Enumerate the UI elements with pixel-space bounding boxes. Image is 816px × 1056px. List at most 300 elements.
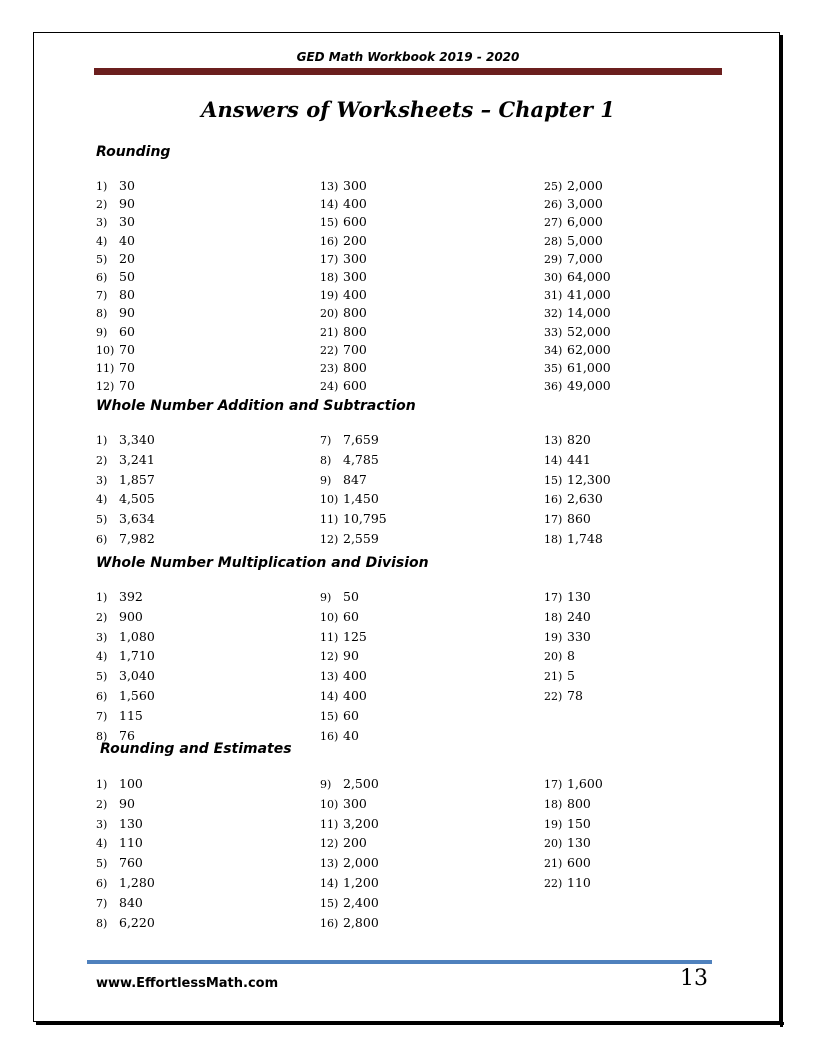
answer-item bbox=[544, 250, 611, 268]
answer-number: 8) bbox=[96, 916, 108, 930]
answer-number: 12) bbox=[96, 380, 115, 394]
answer-item bbox=[544, 232, 611, 250]
answer-item bbox=[544, 359, 611, 377]
answer-value: 847 bbox=[343, 471, 367, 487]
answer-number: 1) bbox=[96, 591, 108, 604]
answer-number: 11) bbox=[320, 630, 339, 644]
page-title: Answers of Worksheets – Chapter 1 bbox=[201, 97, 615, 122]
answer-number: 26) bbox=[544, 198, 563, 212]
answer-value: 40 bbox=[343, 727, 359, 743]
answer-number: 14) bbox=[320, 198, 339, 212]
answer-item bbox=[320, 530, 387, 550]
answer-value: 1,600 bbox=[567, 776, 603, 791]
answer-number: 2) bbox=[96, 610, 108, 624]
answer-value: 30 bbox=[119, 178, 135, 193]
answer-item bbox=[544, 815, 603, 835]
answer-item bbox=[96, 834, 155, 854]
answer-number: 15) bbox=[544, 473, 563, 487]
answer-number: 6) bbox=[96, 271, 108, 285]
answer-number: 32) bbox=[544, 307, 563, 321]
answer-number: 12) bbox=[320, 650, 339, 664]
answer-value: 1,080 bbox=[119, 628, 155, 644]
answer-value: 441 bbox=[567, 451, 591, 467]
answer-item bbox=[320, 490, 387, 510]
answer-number: 22) bbox=[544, 876, 563, 890]
answer-item bbox=[96, 341, 135, 359]
answer-number: 7) bbox=[96, 896, 108, 910]
answer-item bbox=[320, 707, 367, 727]
answer-number: 18) bbox=[320, 271, 339, 285]
answer-value: 50 bbox=[343, 589, 359, 604]
answer-value: 400 bbox=[343, 196, 367, 212]
answer-number: 29) bbox=[544, 252, 563, 266]
answer-value: 600 bbox=[343, 378, 367, 394]
answer-value: 300 bbox=[343, 269, 367, 285]
answer-column bbox=[96, 588, 155, 746]
answer-value: 41,000 bbox=[567, 287, 611, 303]
answer-value: 800 bbox=[343, 360, 367, 376]
answer-number: 5) bbox=[96, 857, 108, 871]
answer-value: 400 bbox=[343, 668, 367, 684]
answer-number: 17) bbox=[544, 778, 563, 791]
answer-value: 6,000 bbox=[567, 214, 603, 230]
answer-item bbox=[96, 628, 155, 648]
answer-item bbox=[96, 588, 155, 608]
answer-item bbox=[96, 647, 155, 667]
answer-number: 1) bbox=[96, 778, 108, 791]
answer-number: 3) bbox=[96, 817, 108, 831]
answer-item bbox=[96, 894, 155, 914]
answer-value: 7,982 bbox=[119, 530, 155, 546]
answer-value: 62,000 bbox=[567, 341, 611, 357]
answer-value: 7,000 bbox=[567, 250, 603, 266]
section-heading-rounding-estimates: Rounding and Estimates bbox=[100, 741, 292, 757]
answer-item bbox=[544, 323, 611, 341]
answer-column bbox=[544, 775, 603, 894]
answer-item bbox=[544, 608, 591, 628]
answer-number: 4) bbox=[96, 234, 108, 248]
answer-value: 4,505 bbox=[119, 491, 155, 507]
answer-column bbox=[96, 431, 155, 550]
answer-item bbox=[544, 304, 611, 322]
answer-number: 17) bbox=[544, 591, 563, 604]
answer-number: 12) bbox=[320, 532, 339, 546]
answer-value: 61,000 bbox=[567, 360, 611, 376]
answer-item bbox=[320, 451, 387, 471]
answer-value: 90 bbox=[119, 305, 135, 321]
answer-number: 22) bbox=[544, 689, 563, 703]
answer-column bbox=[544, 177, 611, 395]
answer-number: 6) bbox=[96, 876, 108, 890]
answer-item bbox=[544, 268, 611, 286]
answer-number: 2) bbox=[96, 453, 108, 467]
answer-number: 3) bbox=[96, 216, 108, 230]
answer-value: 110 bbox=[567, 874, 591, 890]
answer-value: 1,710 bbox=[119, 648, 155, 664]
answer-value: 3,241 bbox=[119, 451, 155, 467]
answer-value: 60 bbox=[343, 707, 359, 723]
answer-value: 7,659 bbox=[343, 432, 379, 447]
answer-number: 18) bbox=[544, 610, 563, 624]
answer-value: 10,795 bbox=[343, 511, 387, 527]
answer-number: 33) bbox=[544, 325, 563, 339]
answer-number: 18) bbox=[544, 532, 563, 546]
answer-column bbox=[320, 775, 379, 933]
answer-item bbox=[544, 341, 611, 359]
section-heading-multiplication-division: Whole Number Multiplication and Division bbox=[96, 555, 429, 571]
answer-value: 14,000 bbox=[567, 305, 611, 321]
answer-value: 400 bbox=[343, 687, 367, 703]
answer-value: 760 bbox=[119, 855, 143, 871]
footer-website: www.EffortlessMath.com bbox=[96, 976, 279, 991]
answer-value: 3,200 bbox=[343, 815, 379, 831]
answer-item bbox=[544, 628, 591, 648]
answer-number: 15) bbox=[320, 896, 339, 910]
answer-item bbox=[544, 451, 611, 471]
answer-number: 13) bbox=[320, 180, 339, 193]
answer-value: 90 bbox=[343, 648, 359, 664]
answer-number: 36) bbox=[544, 380, 563, 394]
answer-number: 8) bbox=[96, 729, 108, 743]
answer-number: 15) bbox=[320, 709, 339, 723]
answer-item bbox=[544, 490, 611, 510]
answer-column bbox=[320, 588, 367, 746]
answer-number: 21) bbox=[544, 670, 563, 684]
answer-number: 7) bbox=[96, 709, 108, 723]
running-header: GED Math Workbook 2019 - 2020 bbox=[296, 50, 520, 64]
answer-value: 20 bbox=[119, 250, 135, 266]
answer-number: 16) bbox=[320, 234, 339, 248]
answer-item bbox=[320, 232, 367, 250]
answer-value: 8 bbox=[567, 648, 575, 664]
answer-item bbox=[96, 323, 135, 341]
answer-number: 20) bbox=[544, 650, 563, 664]
answer-value: 110 bbox=[119, 835, 143, 851]
answer-item bbox=[544, 377, 611, 395]
answer-value: 2,800 bbox=[343, 914, 379, 930]
answer-value: 2,500 bbox=[343, 776, 379, 791]
answer-item bbox=[544, 647, 591, 667]
answer-number: 19) bbox=[320, 289, 339, 303]
answer-value: 2,000 bbox=[567, 178, 603, 193]
answer-number: 2) bbox=[96, 198, 108, 212]
answer-number: 9) bbox=[96, 325, 108, 339]
answer-value: 2,559 bbox=[343, 530, 379, 546]
answer-item bbox=[96, 795, 155, 815]
answer-column bbox=[96, 177, 135, 395]
answer-item bbox=[96, 608, 155, 628]
answer-item bbox=[320, 815, 379, 835]
answer-value: 12,300 bbox=[567, 471, 611, 487]
answer-item bbox=[96, 667, 155, 687]
answer-number: 5) bbox=[96, 670, 108, 684]
answer-value: 300 bbox=[343, 250, 367, 266]
answer-value: 200 bbox=[343, 835, 367, 851]
answer-item bbox=[96, 854, 155, 874]
answer-value: 1,450 bbox=[343, 491, 379, 507]
answer-item bbox=[96, 471, 155, 491]
answer-item bbox=[320, 795, 379, 815]
answer-number: 1) bbox=[96, 180, 108, 193]
answer-item bbox=[320, 834, 379, 854]
answer-number: 3) bbox=[96, 473, 108, 487]
answer-number: 16) bbox=[544, 493, 563, 507]
answer-value: 1,200 bbox=[343, 874, 379, 890]
answer-item bbox=[320, 894, 379, 914]
answer-number: 30) bbox=[544, 271, 563, 285]
answer-number: 24) bbox=[320, 380, 339, 394]
answer-value: 60 bbox=[343, 608, 359, 624]
answer-value: 100 bbox=[119, 776, 143, 791]
answer-number: 15) bbox=[320, 216, 339, 230]
footer-rule bbox=[87, 960, 712, 964]
answer-number: 21) bbox=[544, 857, 563, 871]
answer-item bbox=[96, 451, 155, 471]
answer-item bbox=[320, 608, 367, 628]
section-heading-rounding: Rounding bbox=[96, 144, 171, 160]
answer-value: 3,340 bbox=[119, 432, 155, 447]
answer-item bbox=[544, 530, 611, 550]
answer-item bbox=[96, 815, 155, 835]
answer-item bbox=[544, 795, 603, 815]
answer-value: 840 bbox=[119, 894, 143, 910]
answer-value: 330 bbox=[567, 628, 591, 644]
answer-value: 90 bbox=[119, 196, 135, 212]
answer-item bbox=[96, 177, 135, 195]
answer-value: 300 bbox=[343, 178, 367, 193]
answer-item bbox=[96, 874, 155, 894]
answer-value: 1,857 bbox=[119, 471, 155, 487]
answer-item bbox=[320, 323, 367, 341]
answer-number: 1) bbox=[96, 434, 108, 447]
answer-item bbox=[544, 213, 611, 231]
answer-value: 4,785 bbox=[343, 451, 379, 467]
answer-item bbox=[320, 195, 367, 213]
answer-value: 800 bbox=[343, 305, 367, 321]
answer-value: 70 bbox=[119, 378, 135, 394]
answer-item bbox=[320, 727, 367, 747]
answer-number: 5) bbox=[96, 252, 108, 266]
answer-number: 13) bbox=[544, 434, 563, 447]
answer-item bbox=[544, 667, 591, 687]
answer-number: 18) bbox=[544, 797, 563, 811]
answer-number: 5) bbox=[96, 513, 108, 527]
answer-value: 115 bbox=[119, 707, 143, 723]
answer-number: 20) bbox=[320, 307, 339, 321]
answer-number: 19) bbox=[544, 630, 563, 644]
answer-value: 76 bbox=[119, 727, 135, 743]
answer-item bbox=[96, 431, 155, 451]
answer-number: 28) bbox=[544, 234, 563, 248]
answer-value: 2,000 bbox=[343, 855, 379, 871]
answer-number: 21) bbox=[320, 325, 339, 339]
answer-number: 10) bbox=[96, 343, 115, 357]
answer-value: 900 bbox=[119, 608, 143, 624]
answer-item bbox=[320, 510, 387, 530]
answer-number: 14) bbox=[544, 453, 563, 467]
answer-column bbox=[544, 431, 611, 550]
answer-item bbox=[544, 854, 603, 874]
answer-item bbox=[96, 359, 135, 377]
answer-item bbox=[96, 687, 155, 707]
answer-item bbox=[96, 232, 135, 250]
answer-value: 78 bbox=[567, 687, 583, 703]
answer-item bbox=[96, 213, 135, 231]
answer-number: 14) bbox=[320, 689, 339, 703]
answer-item bbox=[544, 510, 611, 530]
answer-item bbox=[96, 775, 155, 795]
answer-number: 6) bbox=[96, 532, 108, 546]
answer-number: 9) bbox=[320, 473, 332, 487]
answer-item bbox=[96, 490, 155, 510]
answer-number: 10) bbox=[320, 493, 339, 507]
answer-value: 30 bbox=[119, 214, 135, 230]
answer-item bbox=[544, 195, 611, 213]
answer-value: 130 bbox=[567, 835, 591, 851]
answer-value: 600 bbox=[567, 855, 591, 871]
answer-number: 7) bbox=[96, 289, 108, 303]
answer-number: 16) bbox=[320, 916, 339, 930]
answer-value: 64,000 bbox=[567, 269, 611, 285]
answer-value: 1,560 bbox=[119, 687, 155, 703]
answer-number: 22) bbox=[320, 343, 339, 357]
answer-item bbox=[544, 687, 591, 707]
answer-item bbox=[96, 707, 155, 727]
answer-number: 8) bbox=[96, 307, 108, 321]
header-rule bbox=[94, 68, 722, 75]
answer-value: 392 bbox=[119, 589, 143, 604]
answer-value: 60 bbox=[119, 323, 135, 339]
answer-number: 17) bbox=[544, 513, 563, 527]
answer-value: 860 bbox=[567, 511, 591, 527]
answer-value: 3,000 bbox=[567, 196, 603, 212]
answer-number: 25) bbox=[544, 180, 563, 193]
answer-value: 150 bbox=[567, 815, 591, 831]
answer-value: 3,634 bbox=[119, 511, 155, 527]
answer-item bbox=[320, 775, 379, 795]
answer-number: 9) bbox=[320, 591, 332, 604]
answer-value: 5 bbox=[567, 668, 575, 684]
answer-value: 5,000 bbox=[567, 232, 603, 248]
answer-value: 40 bbox=[119, 232, 135, 248]
answer-item bbox=[544, 588, 591, 608]
answer-item bbox=[96, 250, 135, 268]
answer-value: 2,630 bbox=[567, 491, 603, 507]
answer-item bbox=[96, 268, 135, 286]
answer-number: 16) bbox=[320, 729, 339, 743]
answer-value: 49,000 bbox=[567, 378, 611, 394]
answer-value: 90 bbox=[119, 795, 135, 811]
answer-value: 400 bbox=[343, 287, 367, 303]
answer-value: 3,040 bbox=[119, 668, 155, 684]
answer-item bbox=[544, 775, 603, 795]
answer-value: 700 bbox=[343, 341, 367, 357]
answer-number: 4) bbox=[96, 837, 108, 851]
answer-item bbox=[320, 874, 379, 894]
answer-item bbox=[544, 834, 603, 854]
answer-item bbox=[320, 914, 379, 934]
answer-number: 31) bbox=[544, 289, 563, 303]
answer-item bbox=[320, 667, 367, 687]
answer-item bbox=[320, 359, 367, 377]
answer-value: 50 bbox=[119, 269, 135, 285]
answer-value: 300 bbox=[343, 795, 367, 811]
answer-number: 11) bbox=[96, 362, 115, 376]
answer-number: 3) bbox=[96, 630, 108, 644]
answer-item bbox=[544, 471, 611, 491]
answer-item bbox=[96, 510, 155, 530]
answer-value: 1,748 bbox=[567, 530, 603, 546]
answer-value: 130 bbox=[567, 589, 591, 604]
answer-item bbox=[320, 431, 387, 451]
page-number: 13 bbox=[680, 966, 708, 991]
answer-item bbox=[320, 304, 367, 322]
answer-item bbox=[320, 250, 367, 268]
answer-column bbox=[320, 431, 387, 550]
answer-item bbox=[320, 854, 379, 874]
answer-number: 12) bbox=[320, 837, 339, 851]
answer-column bbox=[544, 588, 591, 707]
answer-value: 70 bbox=[119, 341, 135, 357]
answer-number: 14) bbox=[320, 876, 339, 890]
answer-item bbox=[320, 628, 367, 648]
answer-value: 820 bbox=[567, 432, 591, 447]
answer-number: 7) bbox=[320, 434, 332, 447]
answer-item bbox=[320, 687, 367, 707]
answer-number: 17) bbox=[320, 252, 339, 266]
answer-item bbox=[320, 377, 367, 395]
answer-item bbox=[544, 874, 603, 894]
answer-item bbox=[320, 286, 367, 304]
answer-item bbox=[96, 377, 135, 395]
answer-column bbox=[96, 775, 155, 933]
answer-number: 10) bbox=[320, 797, 339, 811]
answer-value: 1,280 bbox=[119, 874, 155, 890]
answer-item bbox=[96, 304, 135, 322]
answer-number: 13) bbox=[320, 670, 339, 684]
answer-item bbox=[320, 588, 367, 608]
answer-value: 200 bbox=[343, 232, 367, 248]
answer-value: 600 bbox=[343, 214, 367, 230]
answer-number: 11) bbox=[320, 817, 339, 831]
answer-item bbox=[96, 914, 155, 934]
answer-item bbox=[320, 471, 387, 491]
answer-item bbox=[320, 213, 367, 231]
answer-number: 35) bbox=[544, 362, 563, 376]
answer-number: 6) bbox=[96, 689, 108, 703]
answer-number: 34) bbox=[544, 343, 563, 357]
answer-value: 130 bbox=[119, 815, 143, 831]
answer-item bbox=[544, 431, 611, 451]
answer-number: 4) bbox=[96, 493, 108, 507]
answer-item bbox=[96, 195, 135, 213]
answer-item bbox=[96, 286, 135, 304]
answer-column bbox=[320, 177, 367, 395]
answer-number: 10) bbox=[320, 610, 339, 624]
answer-item bbox=[320, 177, 367, 195]
answer-number: 11) bbox=[320, 513, 339, 527]
answer-value: 52,000 bbox=[567, 323, 611, 339]
answer-value: 800 bbox=[343, 323, 367, 339]
answer-number: 19) bbox=[544, 817, 563, 831]
answer-number: 2) bbox=[96, 797, 108, 811]
answer-item bbox=[96, 530, 155, 550]
answer-number: 23) bbox=[320, 362, 339, 376]
answer-item bbox=[320, 341, 367, 359]
answer-number: 13) bbox=[320, 857, 339, 871]
answer-value: 2,400 bbox=[343, 894, 379, 910]
answer-number: 9) bbox=[320, 778, 332, 791]
